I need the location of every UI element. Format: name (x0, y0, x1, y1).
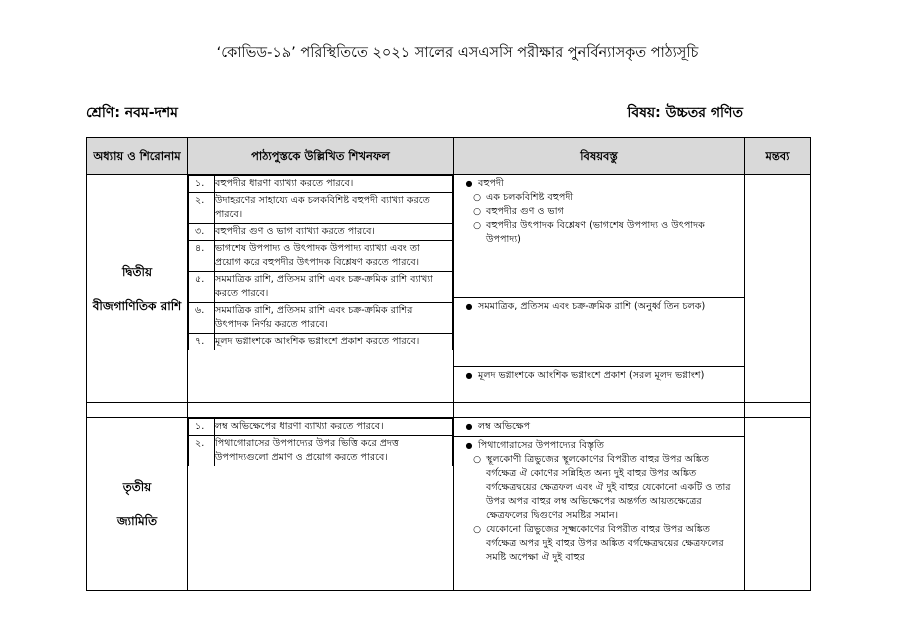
outcome-item (189, 224, 453, 241)
header-row (87, 138, 811, 175)
spacer-row (87, 403, 811, 418)
chapter-cell (87, 175, 188, 403)
outcome-text: সমমাত্রিক রাশি, প্রতিসম রাশি এবং চক্র-ক্রমিক রাশি ব্যাখ্যা করতে পারবে। (215, 272, 453, 303)
outcome-text: লম্ব অভিক্ষেপের ধারণা ব্যাখ্যা করতে পারবে। (215, 419, 453, 436)
outcome-text: বহুপদীর গুণ ও ভাগ ব্যাখ্যা করতে পারবে। (215, 224, 453, 241)
chapter-number: দ্বিতীয় (121, 264, 153, 279)
page-title: ‘কোভিড-১৯’ পরিস্থিতিতে ২০২১ সালের এসএসসি পরীক্ষার পুনর্বিন্যাসকৃত পাঠ্যসূচি (216, 45, 699, 61)
chapter-number: তৃতীয় (122, 480, 152, 494)
chapter-cell (87, 418, 188, 591)
outcome-item (189, 419, 453, 436)
outcome-number: ৪. (189, 241, 215, 272)
outcomes-list (188, 175, 453, 350)
header-outcomes: পাঠ্যপুস্তকে উল্লিখিত শিখনফল (188, 138, 454, 175)
content-sub: এক চলকবিশিষ্ট বহুপদী (486, 192, 574, 203)
bullet-icon: ● (465, 302, 473, 311)
content-main: সমমাত্রিক, প্রতিসম এবং চক্র-ক্রমিক রাশি (অনুর্ধ্ব তিন চলক) (478, 301, 706, 312)
section-row (87, 175, 811, 403)
circle-bullet-icon: ○ (473, 207, 481, 217)
content-sub: যেকোনো ত্রিভুজের সূক্ষ্মকোণের বিপরীত বাহুর উপর অঙ্কিত বর্গক্ষেত্র অপর দুই বাহুর উপর অঙ্কিত বর্গক্ষেত্রদ্বয়ের ক্ষেত্রফলের সমষ্টি অপেক্ষা ঐ দুই বাহুর (486, 524, 724, 563)
outcome-item (189, 272, 453, 303)
remarks-cell (745, 175, 811, 403)
bullet-icon: ● (465, 422, 473, 431)
bullet-icon: ● (465, 441, 473, 450)
circle-bullet-icon: ○ (473, 221, 481, 231)
header-remarks: মন্তব্য (745, 138, 811, 175)
outcome-text: ভাগশেষ উপপাদ্য ও উৎপাদক উপপাদ্য ব্যাখ্যা এবং তা প্রয়োগ করে বহুপদীর উৎপাদক বিশ্লেষণ করতে পারবে। (215, 241, 453, 272)
content-cell (454, 175, 745, 403)
outcome-item (189, 176, 453, 193)
content-block (454, 298, 744, 367)
content-main: মূলদ ভগ্নাংশকে আংশিক ভগ্নাংশে প্রকাশ (সরল মূলদ ভগ্নাংশ) (478, 370, 705, 381)
outcome-text: বহুপদীর ধারণা ব্যাখ্যা করতে পারবে। (215, 176, 453, 193)
outcome-item (189, 241, 453, 272)
circle-bullet-icon: ○ (473, 455, 481, 465)
content-main: বহুপদী (478, 178, 504, 189)
outcome-number: ২. (189, 436, 215, 467)
content-sub: স্থূলকোণী ত্রিভুজের স্থূলকোণের বিপরীত বাহুর উপর অঙ্কিত বর্গক্ষেত্র ঐ কোণের সন্নিহিত অন্য দুই বাহুর উপর অঙ্কিত বর্গক্ষেত্রদ্বয়ের ক্ষেত্রফল এবং ঐ দুই বাহুর যেকোনো একটি ও তার উপর অপর বাহুর লম্ব অভিক্ষেপের অন্তর্গত আয়তক্ষেত্রের ক্ষেত্রফলের দ্বিগুণের সমষ্টির সমান। (486, 454, 731, 521)
content-block (454, 418, 744, 437)
header-chapter: অধ্যায় ও শিরোনাম (87, 138, 188, 175)
outcome-text: পিথাগোরাসের উপপাদ্যের উপর ভিত্তি করে প্রদত্ত উপপাদ্যগুলো প্রমাণ ও প্রয়োগ করতে পারবে। (215, 436, 453, 467)
outcome-text: মূলদ ভগ্নাংশকে আংশিক ভগ্নাংশে প্রকাশ করতে পারবে। (215, 334, 453, 351)
outcome-item (189, 193, 453, 224)
outcome-number: ৩. (189, 224, 215, 241)
outcomes-cell (188, 418, 454, 591)
outcomes-list (188, 418, 453, 466)
header-content: বিষয়বস্তু (454, 138, 745, 175)
outcome-text: সমমাত্রিক রাশি, প্রতিসম রাশি এবং চক্র-ক্রমিক রাশির উৎপাদক নির্ণয় করতে পারবে। (215, 303, 453, 334)
content-block (454, 437, 744, 567)
outcome-item (189, 334, 453, 351)
outcome-number: ১. (189, 176, 215, 193)
outcome-text: উদাহরণের সাহায্যে এক চলকবিশিষ্ট বহুপদী ব্যাখ্যা করতে পারবে। (215, 193, 453, 224)
content-sub: বহুপদীর উৎপাদক বিশ্লেষণ (ভাগশেষ উপপাদ্য ও উৎপাদক উপপাদ্য) (486, 220, 705, 245)
section-row (87, 418, 811, 591)
outcome-item (189, 436, 453, 467)
bullet-icon: ● (465, 179, 473, 188)
chapter-title: জ্যামিতি (116, 514, 158, 528)
content-block (454, 175, 744, 298)
outcome-number: ২. (189, 193, 215, 224)
outcomes-cell (188, 175, 454, 403)
content-block (454, 367, 744, 385)
outcome-number: ১. (189, 419, 215, 436)
outcome-number: ৫. (189, 272, 215, 303)
subject-label: বিষয়: উচ্চতর গণিত (627, 105, 743, 121)
outcome-number: ৭. (189, 334, 215, 351)
outcome-item (189, 303, 453, 334)
bullet-icon: ● (465, 371, 473, 380)
content-main: পিথাগোরাসের উপপাদ্যের বিস্তৃতি (478, 440, 604, 451)
syllabus-table (86, 137, 811, 591)
outcome-number: ৬. (189, 303, 215, 334)
circle-bullet-icon: ○ (473, 193, 481, 203)
circle-bullet-icon: ○ (473, 525, 481, 535)
content-cell (454, 418, 745, 591)
remarks-cell (745, 418, 811, 591)
content-main: লম্ব অভিক্ষেপ (478, 421, 531, 432)
class-label: শ্রেণি: নবম-দশম (86, 105, 178, 121)
content-sub: বহুপদীর গুণ ও ভাগ (486, 206, 564, 217)
chapter-title: বীজগাণিতিক রাশি (92, 298, 182, 313)
